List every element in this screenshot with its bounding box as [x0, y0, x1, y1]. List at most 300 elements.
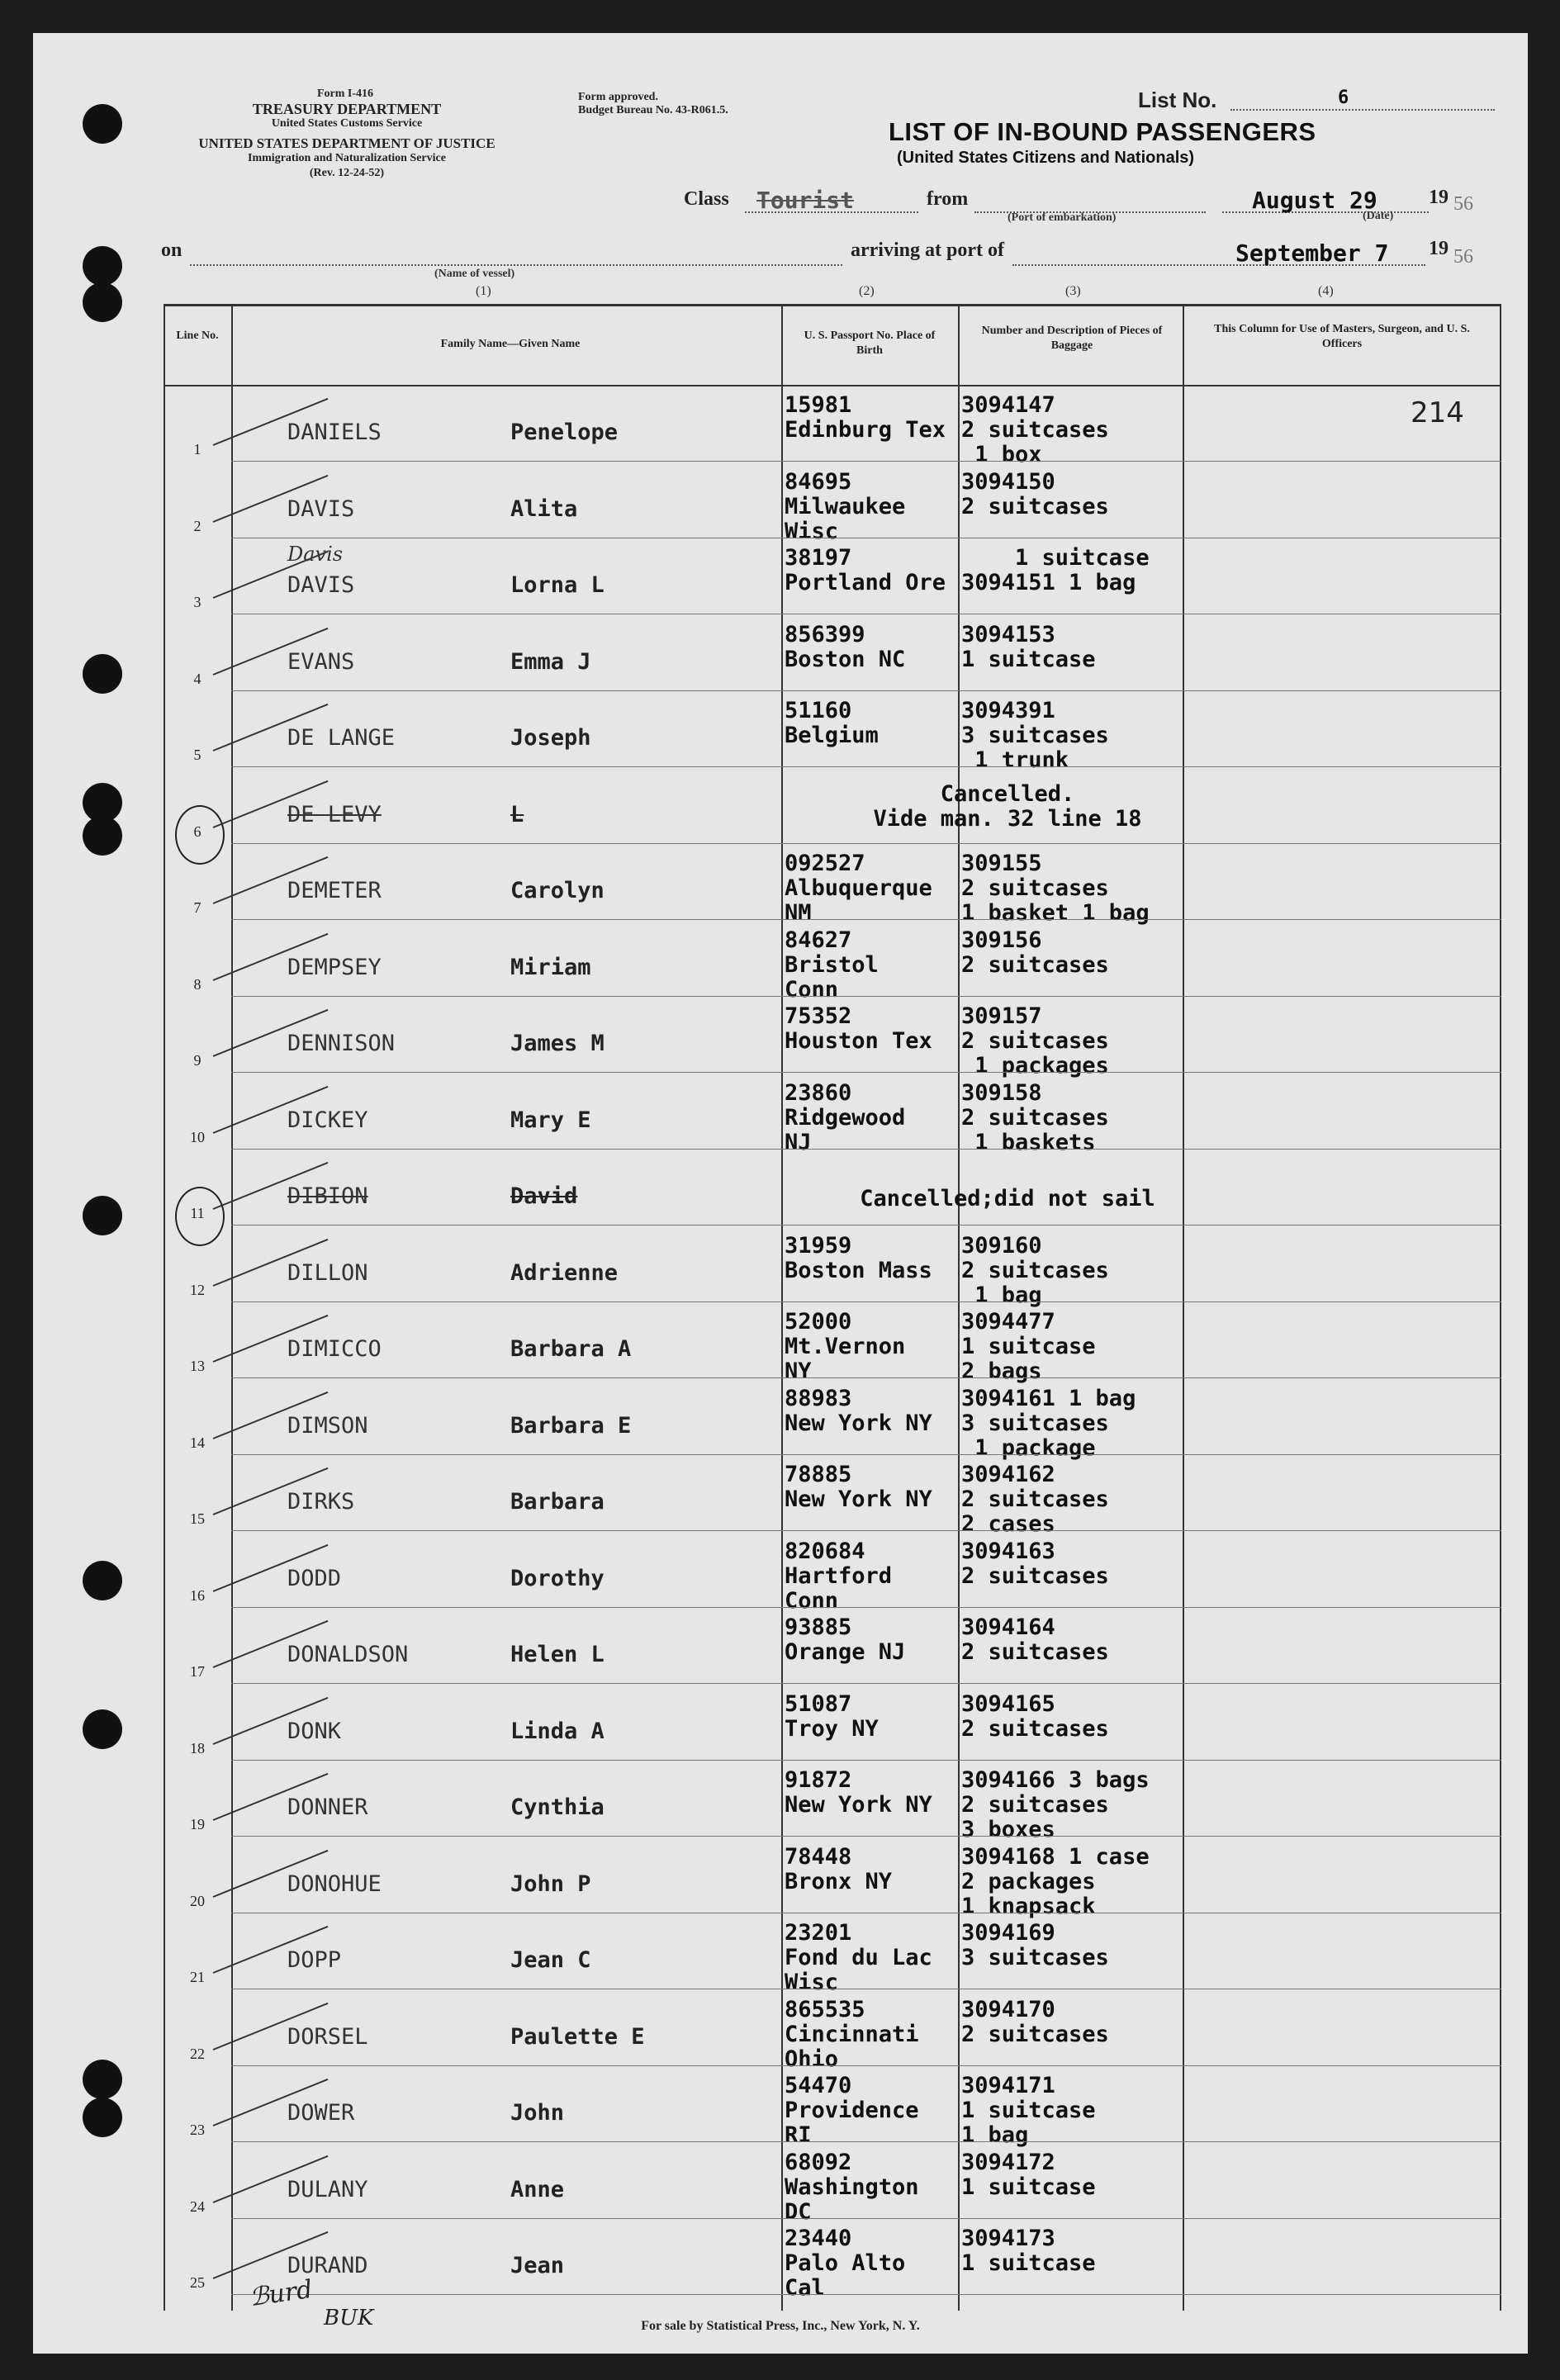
- passport-number: 31959: [785, 1232, 852, 1259]
- line-number: 24: [190, 2197, 205, 2215]
- passport-number: 15981: [785, 392, 852, 418]
- place-of-birth: NJ: [785, 1129, 812, 1155]
- line-number: 23: [190, 2122, 205, 2138]
- line-number: 10: [190, 1128, 205, 1145]
- passport-number: 84627: [785, 927, 852, 953]
- binder-hole: [83, 104, 122, 144]
- passport-cell: [785, 2074, 958, 2148]
- passport-number: 51160: [785, 698, 852, 723]
- given-name: L: [510, 801, 524, 827]
- baggage-line: 3094163: [961, 1538, 1055, 1564]
- row-rule: [231, 1530, 1501, 1531]
- table-row: [164, 1609, 1501, 1685]
- passport-cell: [785, 851, 958, 926]
- line-number: 1: [193, 441, 202, 458]
- passport-cell: [785, 928, 958, 1003]
- passport-number: 75352: [785, 1003, 852, 1029]
- baggage-line: 3094477: [961, 1309, 1055, 1335]
- passport-cell: [785, 546, 958, 595]
- family-name: DAVIS: [287, 495, 355, 522]
- class-label: Class: [684, 188, 729, 210]
- baggage-line: 2 packages: [961, 1868, 1096, 1894]
- passport-cell: [785, 1463, 958, 1512]
- place-of-birth: New York NY: [785, 1792, 932, 1818]
- baggage-cell: [961, 1463, 1234, 1537]
- col-num-1: (1): [476, 284, 491, 298]
- passport-number: 84695: [785, 468, 852, 495]
- baggage-cell: [961, 393, 1234, 467]
- cancellation-note: [785, 1187, 1230, 1211]
- signature-scrawl: ℬurd: [247, 2274, 315, 2313]
- list-no-line: [1230, 109, 1495, 111]
- baggage-line: 3 suitcases: [961, 1945, 1109, 1970]
- binder-hole: [83, 1709, 122, 1749]
- baggage-line: 1 package: [961, 1434, 1096, 1461]
- family-name: DURAND: [287, 2253, 368, 2278]
- baggage-line: 1 suitcase: [961, 2250, 1096, 2276]
- passport-cell: [785, 699, 958, 748]
- binder-hole: [83, 2060, 122, 2099]
- port-embark-caption: (Port of embarkation): [1008, 211, 1117, 224]
- baggage-line: 3094150: [961, 468, 1055, 495]
- given-name: Cynthia: [510, 1794, 605, 1820]
- baggage-line: 2 suitcases: [961, 1792, 1109, 1818]
- department-of-justice: UNITED STATES DEPARTMENT OF JUSTICE: [198, 135, 496, 151]
- passport-cell: [785, 2150, 958, 2225]
- place-of-birth: DC: [785, 2198, 812, 2225]
- table-row: [164, 1303, 1501, 1384]
- baggage-cell: [961, 623, 1234, 672]
- passport-cell: [785, 1921, 958, 1995]
- family-name: DEMPSEY: [287, 954, 382, 980]
- line-number: 3: [193, 594, 202, 610]
- line-number: 19: [190, 1816, 205, 1832]
- baggage-line: 1 suitcase: [961, 2098, 1096, 2123]
- table-row: [164, 692, 1501, 773]
- table-row: [164, 845, 1501, 926]
- row-rule: [231, 1149, 1501, 1150]
- cancellation-line: Vide man. 32 line 18: [873, 805, 1142, 832]
- place-of-birth: NM: [785, 900, 812, 926]
- passport-number: 52000: [785, 1309, 852, 1335]
- table-row: [164, 1456, 1501, 1537]
- table-row: [164, 1074, 1501, 1155]
- arriving-label: arriving at port of: [851, 239, 1004, 261]
- passport-cell: [785, 1004, 958, 1054]
- baggage-cell: [961, 1310, 1234, 1384]
- line-number: 14: [190, 1434, 205, 1451]
- baggage-line: 1 knapsack: [961, 1893, 1096, 1919]
- passport-cell: [785, 1387, 958, 1436]
- baggage-line: 2 bags: [961, 1358, 1042, 1384]
- line-number: 15: [190, 1510, 205, 1527]
- table-row: [164, 2067, 1501, 2148]
- place-of-birth: Boston NC: [785, 646, 906, 672]
- baggage-line: 3094165: [961, 1690, 1055, 1717]
- family-name: EVANS: [287, 648, 355, 675]
- baggage-line: 3094168 1 case: [961, 1843, 1150, 1870]
- baggage-cell: [961, 1081, 1234, 1155]
- baggage-line: 309160: [961, 1232, 1042, 1259]
- place-of-birth: Conn: [785, 1587, 839, 1614]
- baggage-line: 2 suitcases: [961, 951, 1109, 978]
- baggage-line: 2 suitcases: [961, 1562, 1109, 1589]
- row-rule: [231, 1683, 1501, 1684]
- row-rule: [231, 1454, 1501, 1455]
- table-row: [164, 1227, 1501, 1308]
- row-rule: [231, 766, 1501, 767]
- baggage-line: 2 suitcases: [961, 417, 1109, 443]
- customs-service: United States Customs Service: [271, 117, 423, 130]
- place-of-birth: Orange NJ: [785, 1639, 906, 1665]
- binder-hole: [83, 816, 122, 856]
- col-header-name: Family Name—Given Name: [440, 338, 581, 350]
- passport-number: 88983: [785, 1385, 852, 1411]
- place-of-birth: Albuquerque: [785, 875, 932, 901]
- table-row: [164, 1533, 1501, 1614]
- family-name: DEMETER: [287, 878, 382, 903]
- baggage-line: 1 trunk: [961, 747, 1069, 773]
- given-name: Anne: [510, 2176, 565, 2202]
- list-no-label: List No.: [1138, 88, 1217, 112]
- passport-cell: [785, 1768, 958, 1818]
- place-of-birth: Troy NY: [785, 1715, 879, 1742]
- budget-bureau: Budget Bureau No. 43-R061.5.: [578, 104, 728, 116]
- given-name: Paulette E: [510, 2023, 645, 2050]
- family-name: DE LEVY: [287, 801, 382, 827]
- baggage-line: 309156: [961, 927, 1042, 953]
- passport-cell: [785, 1234, 958, 1283]
- binder-hole: [83, 1196, 122, 1235]
- given-name: Dorothy: [510, 1565, 605, 1591]
- row-rule: [231, 690, 1501, 691]
- family-name: DOWER: [287, 2100, 355, 2126]
- row-rule: [231, 1072, 1501, 1073]
- place-of-birth: Cal: [785, 2275, 825, 2301]
- passport-number: 23201: [785, 1920, 852, 1946]
- table-top-border: [164, 304, 1501, 306]
- place-of-birth: NY: [785, 1358, 812, 1384]
- family-name: DONALDSON: [287, 1642, 409, 1667]
- family-name: DAVIS: [287, 572, 355, 598]
- baggage-cell: [961, 1845, 1234, 1919]
- baggage-line: 1 basket 1 bag: [961, 900, 1150, 926]
- place-of-birth: Belgium: [785, 723, 879, 748]
- col-header-officers: This Column for Use of Masters, Surgeon, and U. S. Officers: [1214, 323, 1470, 350]
- place-of-birth: Conn: [785, 976, 839, 1003]
- binder-hole: [83, 1561, 122, 1600]
- line-number: 20: [190, 1892, 205, 1909]
- baggage-cell: [961, 928, 1234, 978]
- line-number: 2: [193, 517, 202, 534]
- passport-number: 91872: [785, 1767, 852, 1793]
- baggage-line: 2 suitcases: [961, 2021, 1109, 2047]
- baggage-cell: [961, 1768, 1234, 1842]
- manifest-page: [33, 33, 1528, 2354]
- year-prefix-2: 19: [1429, 238, 1449, 259]
- baggage-cell: [961, 1387, 1234, 1461]
- family-name: DIMSON: [287, 1412, 368, 1439]
- page-title: LIST OF IN-BOUND PASSENGERS: [889, 117, 1316, 146]
- family-name: DONOHUE: [287, 1870, 382, 1897]
- line-number: 7: [193, 899, 202, 916]
- place-of-birth: Portland Ore: [785, 570, 946, 595]
- given-name: Jean: [510, 2253, 565, 2278]
- passenger-table: [164, 304, 1501, 2311]
- row-rule: [231, 843, 1501, 844]
- family-name: DOPP: [287, 1947, 342, 1973]
- row-rule: [231, 2218, 1501, 2219]
- family-name: DENNISON: [287, 1031, 396, 1056]
- line-number: 12: [190, 1281, 205, 1298]
- baggage-line: 3094166 3 bags: [961, 1767, 1150, 1793]
- baggage-line: 309158: [961, 1079, 1042, 1106]
- passport-number: 865535: [785, 1996, 865, 2022]
- baggage-line: 1 suitcase: [961, 2174, 1096, 2200]
- vessel-caption: (Name of vessel): [434, 268, 515, 280]
- family-name: DULANY: [287, 2176, 368, 2202]
- place-of-birth: Bronx NY: [785, 1868, 893, 1894]
- year-prefix: 19: [1429, 187, 1449, 208]
- year-suffix-2: 56: [1453, 246, 1473, 268]
- baggage-line: 1 box: [961, 442, 1042, 467]
- family-name: DODD: [287, 1565, 342, 1591]
- baggage-line: 2 cases: [961, 1511, 1055, 1537]
- on-label: on: [161, 239, 183, 261]
- given-name: Carolyn: [510, 878, 605, 903]
- given-name: Alita: [510, 495, 578, 522]
- passport-number: 38197: [785, 545, 852, 571]
- place-of-birth: Edinburg Tex: [785, 417, 946, 443]
- place-of-birth: New York NY: [785, 1486, 932, 1512]
- passport-cell: [785, 1845, 958, 1894]
- place-of-birth: Hartford: [785, 1562, 893, 1589]
- year-suffix: 56: [1453, 193, 1473, 215]
- baggage-line: 2 suitcases: [961, 1639, 1109, 1665]
- given-name: Barbara A: [510, 1336, 632, 1362]
- passport-cell: [785, 393, 958, 443]
- form-number: Form I-416: [316, 88, 374, 100]
- family-name: DILLON: [287, 1259, 368, 1286]
- given-name: John P: [510, 1870, 591, 1897]
- cancellation-line: Cancelled.: [940, 780, 1075, 807]
- place-of-birth: Bristol: [785, 951, 879, 978]
- passport-cell: [785, 1998, 958, 2072]
- row-rule: [231, 2141, 1501, 2142]
- passport-cell: [785, 1539, 958, 1614]
- place-of-birth: Fond du Lac: [785, 1945, 932, 1970]
- table-row: [164, 2220, 1501, 2301]
- baggage-cell: [961, 1539, 1234, 1589]
- baggage-line: 3094173: [961, 2226, 1055, 2251]
- table-row: [164, 2144, 1501, 2225]
- passport-number: 23860: [785, 1079, 852, 1106]
- passport-cell: [785, 623, 958, 672]
- form-approved: Form approved.: [578, 91, 658, 103]
- row-rule: [231, 1836, 1501, 1837]
- row-rule: [231, 996, 1501, 997]
- place-of-birth: Ridgewood: [785, 1104, 906, 1131]
- row-rule: [231, 1377, 1501, 1378]
- row-rule: [231, 1301, 1501, 1302]
- table-row: [164, 616, 1501, 692]
- given-name: Mary E: [510, 1107, 591, 1133]
- baggage-line: 2 suitcases: [961, 1486, 1109, 1512]
- table-row: [164, 1380, 1501, 1461]
- class-value: Tourist: [756, 187, 855, 214]
- line-number: 8: [193, 975, 202, 993]
- given-name: Lorna L: [510, 572, 605, 598]
- family-name: DIMICCO: [287, 1336, 382, 1362]
- baggage-line: 1 suitcase: [961, 545, 1150, 571]
- baggage-line: 2 suitcases: [961, 1104, 1109, 1131]
- place-of-birth: Wisc: [785, 518, 839, 544]
- officer-note: 214: [1411, 396, 1464, 429]
- place-of-birth: Providence: [785, 2098, 919, 2123]
- baggage-line: 3094391: [961, 698, 1055, 723]
- baggage-cell: [961, 851, 1234, 926]
- list-no-value: 6: [1338, 88, 1349, 108]
- baggage-line: 3 boxes: [961, 1817, 1055, 1842]
- cancellation-line: Cancelled;did not sail: [860, 1186, 1155, 1211]
- from-label: from: [927, 188, 969, 210]
- given-name: Miriam: [510, 954, 591, 980]
- place-of-birth: Mt.Vernon: [785, 1334, 906, 1359]
- line-number: 16: [190, 1586, 205, 1604]
- line-number: 4: [193, 670, 202, 687]
- given-name: Linda A: [510, 1718, 605, 1744]
- baggage-line: 1 bag: [961, 1282, 1042, 1308]
- baggage-line: 3094164: [961, 1614, 1055, 1640]
- line-number: 17: [190, 1663, 205, 1680]
- line-number: 21: [190, 1969, 205, 1985]
- table-row: [164, 998, 1501, 1079]
- row-rule: [231, 919, 1501, 920]
- date-caption: (Date): [1363, 210, 1394, 222]
- family-name: DONK: [287, 1718, 342, 1744]
- row-rule: [231, 2065, 1501, 2066]
- given-name: Emma J: [510, 648, 591, 675]
- passport-number: 54470: [785, 2073, 852, 2098]
- table-row: [164, 1991, 1501, 2072]
- passport-cell: [785, 1692, 958, 1742]
- baggage-cell: [961, 1998, 1234, 2047]
- baggage-line: 2 suitcases: [961, 1715, 1109, 1742]
- revision-date: (Rev. 12-24-52): [309, 167, 385, 179]
- baggage-line: 3094153: [961, 621, 1055, 647]
- table-row: [164, 922, 1501, 1003]
- baggage-line: 309155: [961, 851, 1042, 876]
- given-name: Barbara E: [510, 1412, 632, 1439]
- table-row: [164, 386, 1501, 467]
- binder-hole: [83, 2098, 122, 2137]
- baggage-line: 1 suitcase: [961, 646, 1096, 672]
- baggage-cell: [961, 1692, 1234, 1742]
- arrival-date: September 7: [1235, 239, 1389, 267]
- baggage-line: 3094170: [961, 1996, 1055, 2022]
- table-row: [164, 1914, 1501, 1995]
- given-name: John: [510, 2100, 565, 2126]
- passport-number: 93885: [785, 1614, 852, 1640]
- cancellation-note: [785, 782, 1230, 832]
- signature-initials: BUK: [324, 2306, 374, 2330]
- place-of-birth: RI: [785, 2122, 812, 2148]
- baggage-cell: [961, 1004, 1234, 1079]
- line-number: 25: [190, 2274, 205, 2291]
- family-name: DIBION: [287, 1183, 368, 1209]
- baggage-line: 3 suitcases: [961, 723, 1109, 748]
- row-rule: [231, 2294, 1501, 2295]
- page-subtitle: (United States Citizens and Nationals): [897, 149, 1195, 167]
- place-of-birth: Cincinnati: [785, 2021, 919, 2047]
- baggage-line: 3094169: [961, 1920, 1055, 1946]
- row-rule: [231, 1225, 1501, 1226]
- place-of-birth: Washington: [785, 2174, 919, 2200]
- baggage-cell: [961, 2150, 1234, 2200]
- col-header-line: Line No.: [176, 330, 219, 342]
- line-number: 22: [190, 2045, 205, 2062]
- table-row: [164, 1150, 1501, 1226]
- baggage-line: 3 suitcases: [961, 1410, 1109, 1436]
- row-rule: [231, 1607, 1501, 1608]
- given-name: Joseph: [510, 725, 591, 751]
- baggage-cell: [961, 1234, 1234, 1308]
- col-num-2: (2): [859, 284, 875, 298]
- given-name: Barbara: [510, 1489, 605, 1515]
- baggage-line: 3094147: [961, 392, 1055, 418]
- passport-number: 092527: [785, 851, 865, 876]
- passport-number: 820684: [785, 1538, 865, 1564]
- baggage-cell: [961, 2074, 1234, 2148]
- row-rule: [231, 461, 1501, 462]
- vessel-line: [190, 264, 842, 266]
- baggage-cell: [961, 1615, 1234, 1665]
- baggage-cell: [961, 1921, 1234, 1970]
- place-of-birth: Wisc: [785, 1970, 839, 1995]
- table-row: [164, 1685, 1501, 1761]
- baggage-line: 3094171: [961, 2073, 1055, 2098]
- passport-cell: [785, 470, 958, 544]
- given-name: James M: [510, 1031, 605, 1056]
- binder-hole: [83, 654, 122, 694]
- given-name: Adrienne: [510, 1259, 619, 1286]
- baggage-cell: [961, 699, 1234, 773]
- place-of-birth: Milwaukee: [785, 493, 906, 519]
- family-name: DONNER: [287, 1794, 368, 1820]
- treasury-department: TREASURY DEPARTMENT: [252, 101, 442, 117]
- family-name: DORSEL: [287, 2023, 368, 2050]
- family-name: DIRKS: [287, 1489, 355, 1515]
- baggage-line: 2 suitcases: [961, 1028, 1109, 1054]
- place-of-birth: Boston Mass: [785, 1257, 932, 1283]
- line-number: 13: [190, 1358, 205, 1374]
- baggage-line: 2 suitcases: [961, 1257, 1109, 1283]
- baggage-line: 1 bag: [961, 2122, 1029, 2148]
- place-of-birth: Houston Tex: [785, 1028, 932, 1054]
- baggage-line: 1 baskets: [961, 1129, 1096, 1155]
- baggage-line: 3094172: [961, 2149, 1055, 2175]
- table-row: [164, 769, 1501, 845]
- table-row: [164, 539, 1501, 615]
- handwritten-correction: Davis: [287, 543, 344, 566]
- passport-number: 51087: [785, 1690, 852, 1717]
- baggage-line: 3094161 1 bag: [961, 1385, 1136, 1411]
- baggage-line: 1 packages: [961, 1053, 1109, 1079]
- baggage-line: 2 suitcases: [961, 493, 1109, 519]
- passport-number: 78448: [785, 1843, 852, 1870]
- passport-cell: [785, 2226, 958, 2301]
- passport-cell: [785, 1310, 958, 1384]
